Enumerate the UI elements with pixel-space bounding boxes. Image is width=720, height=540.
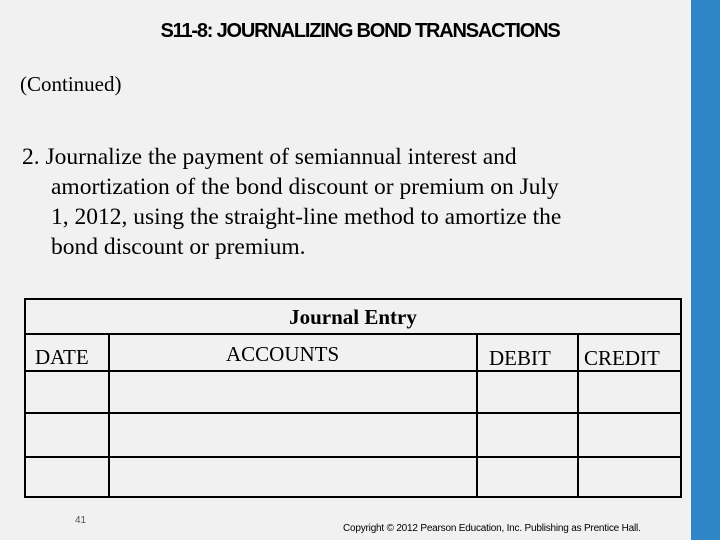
column-header-accounts: ACCOUNTS <box>226 342 340 366</box>
question-text <box>22 142 682 262</box>
column-header-debit: DEBIT <box>489 346 551 370</box>
journal-entry-table <box>24 298 682 498</box>
cell-debit-row-3[interactable] <box>478 458 577 496</box>
journal-title: Journal Entry <box>26 300 680 335</box>
cell-credit-row-3[interactable] <box>579 458 680 496</box>
question-line-4: bond discount or premium. <box>51 234 306 260</box>
question-line-1: 2. Journalize the payment of semiannual interest and <box>22 144 517 170</box>
accent-sidebar <box>691 0 720 540</box>
cell-debit-row-1[interactable] <box>478 372 577 412</box>
cell-accounts-row-3[interactable] <box>110 458 476 496</box>
column-header-credit: CREDIT <box>584 346 660 370</box>
cell-debit-row-2[interactable] <box>478 414 577 456</box>
cell-accounts-row-2[interactable] <box>110 414 476 456</box>
question-line-2: amortization of the bond discount or premium on July <box>51 174 559 200</box>
slide-title: S11-8: JOURNALIZING BOND TRANSACTIONS <box>160 20 560 42</box>
cell-date-row-1[interactable] <box>28 372 108 412</box>
question-line-3: 1, 2012, using the straight-line method to amortize the <box>51 204 562 230</box>
cell-accounts-row-1[interactable] <box>110 372 476 412</box>
continued-label: (Continued) <box>20 72 122 96</box>
cell-credit-row-1[interactable] <box>579 372 680 412</box>
cell-credit-row-2[interactable] <box>579 414 680 456</box>
cell-date-row-2[interactable] <box>28 414 108 456</box>
slide-number: 41 <box>75 515 87 526</box>
cell-date-row-3[interactable] <box>28 458 108 496</box>
column-header-date: DATE <box>35 345 89 369</box>
copyright-notice: Copyright © 2012 Pearson Education, Inc. Publishing as Prentice Hall. <box>343 523 641 534</box>
